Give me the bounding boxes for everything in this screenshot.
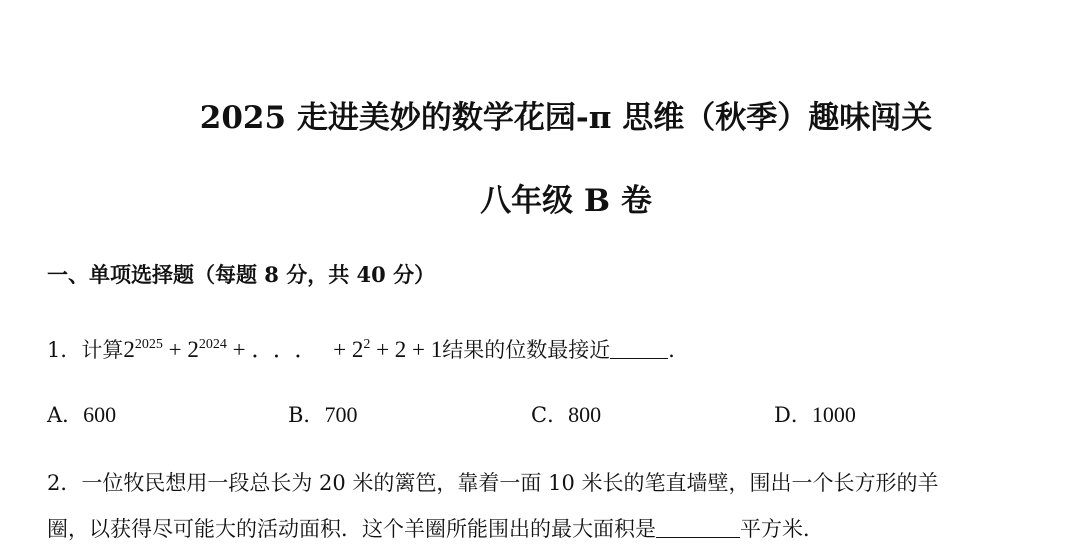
page-title: 2025 走进美妙的数学花园-π 思维（秋季）趣味闯关: [199, 100, 933, 136]
page-subtitle: 八年级 B 卷: [480, 183, 652, 219]
option-value: 700: [324, 402, 358, 427]
option-c[interactable]: [531, 399, 601, 429]
math-base: 2: [187, 337, 199, 362]
math-ellipsis: ．．．: [251, 337, 328, 362]
question-end: ．: [668, 338, 690, 362]
option-letter: B．: [288, 403, 325, 427]
option-value: 1000: [811, 402, 856, 427]
question-text-suffix: 平方米．: [740, 517, 824, 541]
answer-blank[interactable]: [610, 338, 668, 359]
math-expression: [123, 337, 442, 362]
question-2-line-2: [47, 513, 824, 543]
question-2-line-1: 2．一位牧民想用一段总长为 20 米的篱笆，靠着一面 10 米长的笔直墙壁，围出一个长方形的羊: [47, 471, 939, 495]
option-letter: C．: [531, 403, 569, 427]
option-letter: D．: [774, 403, 812, 427]
answer-blank[interactable]: [656, 517, 740, 538]
math-operator: +: [162, 337, 188, 362]
question-text-suffix: 结果的位数最接近: [442, 338, 611, 362]
option-value: 800: [568, 402, 602, 427]
math-base: 2: [351, 337, 364, 362]
math-exponent: 2024: [198, 337, 227, 352]
question-number: 1．: [47, 338, 82, 362]
question-1: [47, 331, 689, 364]
option-letter: A．: [47, 403, 84, 427]
question-text: 圈，以获得尽可能大的活动面积．这个羊圈所能围出的最大面积是: [47, 517, 656, 541]
option-a[interactable]: [47, 399, 116, 429]
question-text: 计算: [81, 338, 124, 362]
math-base: 2: [123, 337, 135, 362]
section-heading: 一、单项选择题（每题 8 分，共 40 分）: [47, 262, 436, 287]
math-exponent: 2025: [134, 337, 163, 352]
math-tail: + 2 + 1: [370, 337, 443, 362]
option-value: 600: [83, 402, 117, 427]
option-b[interactable]: [288, 399, 357, 429]
option-d[interactable]: [774, 399, 856, 429]
math-operator: +: [226, 337, 252, 362]
math-exponent: 2: [363, 337, 371, 352]
math-operator: +: [327, 337, 352, 362]
